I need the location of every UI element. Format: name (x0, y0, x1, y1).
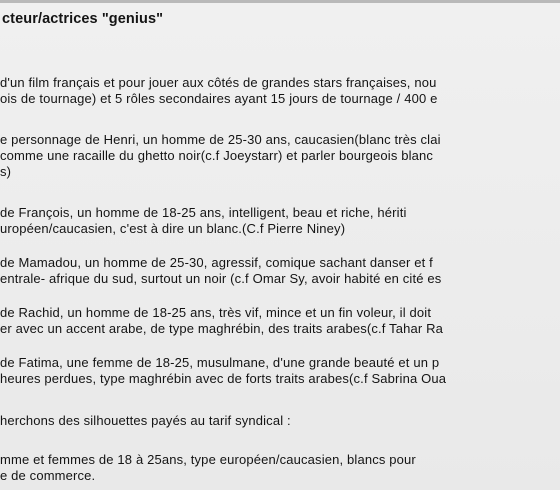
paragraph-8-line-1: mme et femmes de 18 à 25ans, type européen/caucasien, blancs pour (0, 452, 416, 467)
paragraph-1-line-1: d'un film français et pour jouer aux côtés de grandes stars françaises, nou (0, 75, 437, 90)
paragraph-8-line-2: e de commerce. (0, 468, 96, 483)
paragraph-3-line-2: uropéen/caucasien, c'est à dire un blanc.(C.f Pierre Niney) (0, 221, 346, 236)
paragraph-3-line-1: de François, un homme de 18-25 ans, intelligent, beau et riche, hériti (0, 205, 407, 220)
paragraph-2-line-1: e personnage de Henri, un homme de 25-30 ans, caucasien(blanc très clai (0, 132, 441, 147)
paragraph-5-line-1: de Rachid, un homme de 18-25 ans, très vif, mince et un fin voleur, il doit (0, 305, 432, 320)
paragraph-6-line-2: heures perdues, type maghrébin avec de forts traits arabes(c.f Sabrina Oua (0, 371, 447, 386)
top-border (0, 0, 560, 3)
paragraph-5-line-2: er avec un accent arabe, de type maghrébin, des traits arabes(c.f Tahar Ra (0, 321, 443, 336)
paragraph-4-line-1: de Mamadou, un homme de 25-30, agressif, comique sachant danser et f (0, 255, 433, 270)
paragraph-4-line-2: entrale- afrique du sud, surtout un noir (c.f Omar Sy, avoir habité en cité es (0, 271, 442, 286)
document-title: cteur/actrices "genius" (2, 11, 164, 27)
paragraph-7-line-1: herchons des silhouettes payés au tarif syndical : (0, 413, 291, 428)
paragraph-2-line-2: comme une racaille du ghetto noir(c.f Joeystarr) et parler bourgeois blanc (0, 148, 434, 163)
paragraph-6-line-1: de Fatima, une femme de 18-25, musulmane, d'une grande beauté et un p (0, 355, 440, 370)
paragraph-1-line-2: ois de tournage) et 5 rôles secondaires ayant 15 jours de tournage / 400 e (0, 91, 438, 106)
paragraph-2-line-3: s) (0, 164, 12, 179)
